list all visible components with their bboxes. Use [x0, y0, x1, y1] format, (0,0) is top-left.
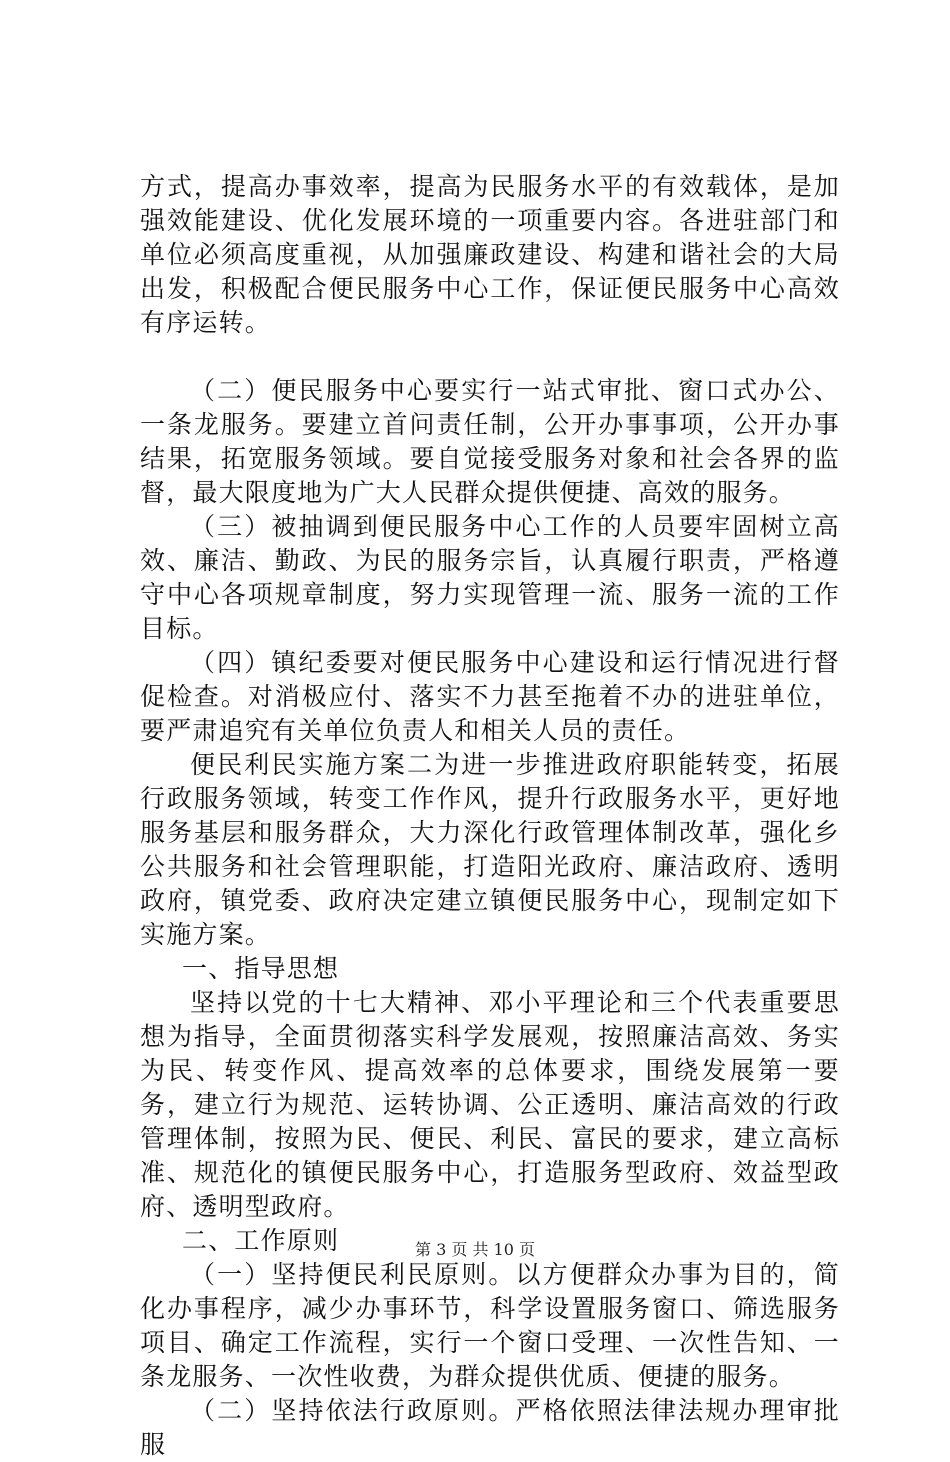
paragraph-plan-intro: 便民利民实施方案二为进一步推进政府职能转变，拓展行政服务领域，转变工作作风，提升行政服务水平，更好地服务基层和服务群众，大力深化行政管理体制改革，强化乡公共服务和社会管理职能，打造阳光政府、廉洁政府、透明政府，镇党委、政府决定建立镇便民服务中心，现制定如下实施方案。	[140, 750, 840, 949]
paragraph-item-3: （三）被抽调到便民服务中心工作的人员要牢固树立高效、廉洁、勤政、为民的服务宗旨，认真履行职责，严格遵守中心各项规章制度，努力实现管理一流、服务一流的工作目标。	[140, 512, 840, 643]
section-heading-work-principles: 二、工作原则	[182, 1226, 340, 1255]
section-heading-guiding-thought: 一、指导思想	[182, 954, 340, 983]
page-footer	[0, 1240, 950, 1260]
paragraph-guiding-thought: 坚持以党的十七大精神、邓小平理论和三个代表重要思想为指导，全面贯彻落实科学发展观，按照廉洁高效、务实为民、转变作风、提高效率的总体要求，围绕发展第一要务，建立行为规范、运转协调、公正透明、廉洁高效的行政管理体制，按照为民、便民、利民、富民的要求，建立高标准、规范化的镇便民服务中心，打造服务型政府、效益型政府、透明型政府。	[140, 988, 840, 1221]
paragraph-principle-2: （二）坚持依法行政原则。严格依照法律法规办理审批服	[140, 1396, 840, 1459]
paragraph-principle-1: （一）坚持便民利民原则。以方便群众办事为目的，简化办事程序，减少办事环节，科学设置服务窗口、筛选服务项目、确定工作流程，实行一个窗口受理、一次性告知、一条龙服务、一次性收费，为群众提供优质、便捷的服务。	[140, 1260, 840, 1391]
paragraph-continuation: 方式，提高办事效率，提高为民服务水平的有效载体，是加强效能建设、优化发展环境的一项重要内容。各进驻部门和单位必须高度重视，从加强廉政建设、构建和谐社会的大局出发，积极配合便民服务中心工作，保证便民服务中心高效有序运转。	[140, 172, 840, 337]
paragraph-item-2: （二）便民服务中心要实行一站式审批、窗口式办公、一条龙服务。要建立首问责任制，公开办事事项，公开办事结果，拓宽服务领域。要自觉接受服务对象和社会各界的监督，最大限度地为广大人民群众提供便捷、高效的服务。	[140, 376, 840, 507]
page-number-label: 第 3 页 共 10 页	[415, 1240, 535, 1259]
document-body	[140, 170, 840, 1462]
paragraph-gap	[140, 340, 840, 374]
paragraph-item-4: （四）镇纪委要对便民服务中心建设和运行情况进行督促检查。对消极应付、落实不力甚至拖着不办的进驻单位，要严肃追究有关单位负责人和相关人员的责任。	[140, 648, 840, 745]
